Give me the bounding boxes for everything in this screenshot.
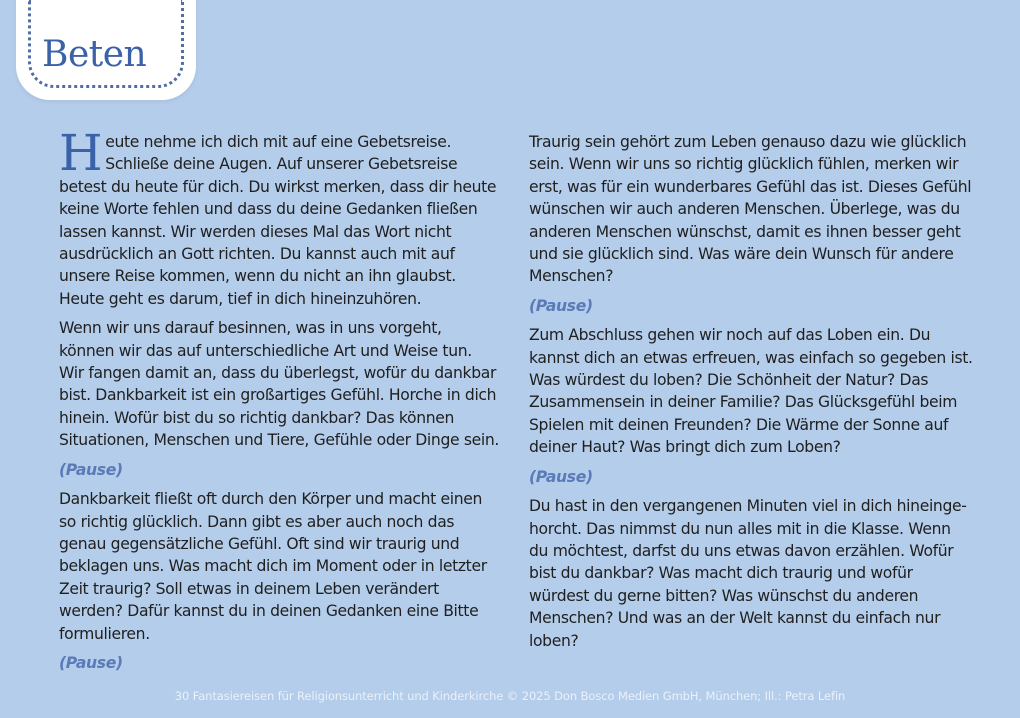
paragraph-intro <box>59 124 499 310</box>
left-column <box>59 124 499 681</box>
paragraph-praise: Zum Abschluss gehen wir noch auf das Loben ein. Du kannst dich an etwas erfreuen, was einfach so gegeben ist. Was würdest du loben? Die Schönheit der Natur? Das Zusammensein in deiner Familie? Das Glücksgefühl beim Spielen mit deinen Freunden? Die Wärme der Sonne auf deiner Haut? Was bringt dich zum Loben? <box>529 326 973 457</box>
dropcap: H <box>59 124 103 182</box>
paragraph-wishes: Traurig sein gehört zum Leben genauso dazu wie glücklich sein. Wenn wir uns so richtig glücklich fühlen, merken wir erst, was für ein wunderbares Gefühl das ist. Dieses Gefühl wünschen wir auch anderen Menschen. Überlege, was du anderen Menschen wünschst, damit es ihnen besser geht und sie glücklich sind. Was wäre dein Wunsch für andere Menschen? <box>529 133 972 286</box>
pause-label: (Pause) <box>59 653 123 672</box>
pause-label: (Pause) <box>529 296 593 315</box>
copyright-footer: 30 Fantasiereisen für Religionsunterricht und Kinderkirche © 2025 Don Bosco Medien GmbH, München; Ill.: Petra Lefin <box>174 689 846 703</box>
paragraph-intro-text: eute nehme ich dich mit auf eine Gebetsreise. Schließe deine Augen. Auf unserer Gebetsreise betest du heute für dich. Du wirkst merken, dass dir heute keine Worte fehlen und dass du deine Gedanken fließen lassen kannst. Wir werden dieses Mal das Wort nicht ausdrücklich an Gott richten. Du kannst auch mit auf unsere Reise kommen, wenn du nicht an ihn glaubst. Heute geht es darum, tief in dich hineinzuhören. <box>59 133 497 308</box>
paragraph-gratitude: Wenn wir uns darauf besinnen, was in uns vorgeht, können wir das auf unterschiedliche Art und Weise tun. Wir fangen damit an, dass du überlegst, wofür du dankbar bist. Dankbarkeit ist ein großartiges Gefühl. Horche in dich hinein. Wofür bist du so richtig dankbar? Das können Situationen, Menschen und Tiere, Gefühle oder Dinge sein. <box>59 319 499 450</box>
pause-label: (Pause) <box>529 467 593 486</box>
paragraph-sadness: Dankbarkeit fließt oft durch den Körper und macht einen so richtig glücklich. Dann gibt es aber auch noch das genau gegensätzliche Gefühl. Oft sind wir traurig und beklagen uns. Was macht dich im Moment oder in letzter Zeit traurig? Soll etwas in deinem Leben verändert werden? Dafür kannst du in deinen Gedanken eine Bitte formulieren. <box>59 490 487 643</box>
paragraph-closing: Du hast in den vergangenen Minuten viel in dich hineingehorcht. Das nimmst du nun alles mit in die Klasse. Wenn du möchtest, darfst du uns etwas davon erzählen. Wofür bist du dankbar? Was macht dich traurig und wofür würdest du gerne bitten? Was wünschst du anderen Menschen? Und was an der Welt kannst du einfach nur loben? <box>529 497 967 650</box>
page-title: Beten <box>42 34 147 75</box>
pause-label: (Pause) <box>59 460 123 479</box>
right-column <box>529 131 973 659</box>
